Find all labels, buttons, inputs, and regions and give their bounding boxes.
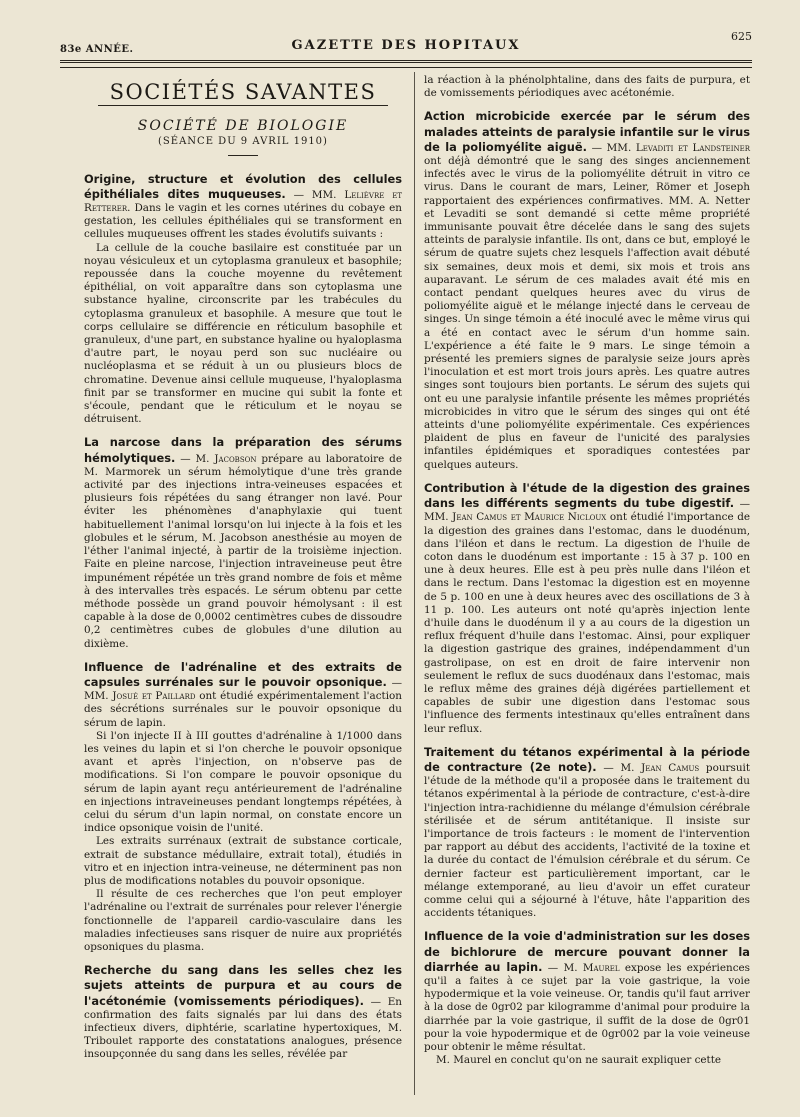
article: [84, 660, 402, 954]
article-title: Contribution à l'étude de la digestion des graines dans les différents segments du tube digestif.: [424, 480, 750, 511]
article-body: ont étudié expérimentalement l'action des sécrétions surrénales sur le pouvoir opsonique du sérum de lapin.: [84, 690, 402, 729]
article-title: La narcose dans la préparation des sérums hémolytiques.: [84, 435, 402, 465]
continuation-text: la réaction à la phénolphtaline, dans des faits de purpura, et de vomissements périodiques avec acétonémie.: [424, 74, 750, 100]
right-column: [424, 74, 750, 1076]
right-articles: [424, 109, 750, 1067]
article: [84, 435, 402, 650]
section-rule: [98, 105, 388, 106]
journal-title: GAZETTE DES HOPITAUX: [291, 38, 521, 53]
article-title: Influence de l'adrénaline et des extraits de capsules surrénales sur le pouvoir opsonique.: [84, 659, 402, 689]
article-body: ont étudié l'importance de la digestion des graines dans l'estomac, dans le duodénum, dans l'iléon et dans le rectum. La digestion de l'huile de coton dans le duodénum est importante : 15 à 37 p. 100 en une à deux heures. Elle est à peu près nulle dans l'iléon et dans le rectum. Dans l'estomac la digestion est en moyenne de 5 p. 100 en une à deux heures avec des oscillations de 3 à 11 p. 100. Les auteurs ont noté qu'après injection lente d'huile dans le duodénum il y a au cours de la digestion un reflux fréquent d'huile dans l'estomac. Ainsi, pour expliquer la digestion gastrique des graines, indépendamment d'un gastrolipase, on est en droit de faire intervenir non seulement le reflux de sucs duodénaux dans l'estomac, mais le reflux même des graines déjà digérées partiellement et capables de subir une digestion dans l'estomac sous l'influence des ferments intestinaux qu'elles entraînent dans leur reflux.: [424, 511, 750, 735]
article-authors: M. Maurel: [563, 961, 620, 974]
article-authors: M. Jean Camus: [620, 761, 700, 774]
article-body: ont déjà démontré que le sang des singes anciennement infectés avec le virus de la poliomyélite détruit in vitro ce virus. Dans le courant de mars, Leiner, Römer et Joseph rapportaient des expériences confirmatives. MM. A. Netter et Levaditi se sont demandé si cette même propriété immunisante pouvait être décelée dans le sang des sujets atteints de paralysie infantile. Ils ont, dans ce but, employé le sérum de quatre sujets chez lesquels l'affection avait débuté six semaines, deux mois et demi, six mois et trois ans auparavant. Le sérum de ces malades avait été mis en contact pendant quelques heures avec du virus de poliomyélite aiguë et le mélange injecté dans le cerveau de singes. Un singe témoin a été inoculé avec le même virus qui a été en contact avec le sérum d'un homme sain. L'expérience a été faite le 9 mars. Le singe témoin a présenté les premiers signes de paralysie seize jours après l'inoculation et est mort trois jours après. Les quatre autres singes sont toujours bien portants. Le sérum des sujets qui ont eu une paralysie infantile présente les mêmes propriétés microbicides in vitro que le sérum des singes qui ont été atteints d'une poliomyélite expérimentale. Ces expériences plaident de plus en faveur de l'unicité des paralysies infantiles épidémiques et sporadiques contestées par quelques auteurs.: [424, 155, 750, 471]
article-title: Traitement du tétanos expérimental à la période de contracture (2e note).: [424, 744, 750, 774]
column-divider: [414, 72, 415, 1095]
article: [424, 109, 750, 471]
article-lead-paragraph: La narcose dans la préparation des sérums hémolytiques. — M. Jacobson prépare au laboratoire de M. Marmorek un sérum hémolytique d'une très grande activité par des injections intra-veineuses espacées et plusieurs fois répétées du sang étranger non lavé. Pour éviter les phénomènes d'anaphylaxie qui tuent habituellement l'animal lorsqu'on lui injecte à la fois et les globules et le sérum, M. Jacobson anesthésie au moyen de l'éther l'animal injecté, à partir de la troisième injection. Faite en pleine narcose, l'injection intraveineuse peut être impunément répétée un très grand nombre de fois et même à des intervalles très espacés. Le sérum obtenu par cette méthode possède un grand pouvoir hémolysant : il est capable à la dose de 0,0002 centimètres cubes de dissoudre 0,2 centimètres cubes de globules d'une dilution au dixième.: [84, 435, 402, 650]
volume-label: 83e ANNÉE.: [60, 44, 134, 55]
short-rule: [228, 155, 258, 156]
article-paragraph: M. Maurel en conclut qu'on ne saurait expliquer cette: [436, 1054, 722, 1067]
article: [84, 963, 402, 1061]
article-body: — En confirmation des faits signalés par lui dans des états infectieux divers, diphtérie, scarlatine hypertoxiques, M. Triboulet rapporte des constatations analogues, présence insoupçonnée du sang dans les selles, révélée par: [84, 995, 402, 1061]
page-header: [60, 30, 752, 55]
article-authors: MM. Levaditi et Landsteiner: [606, 141, 751, 154]
article-lead-paragraph: [84, 963, 402, 1061]
article-body: expose les expériences qu'il a faites à ce sujet par la voie gastrique, la voie hypodermique et la voie veineuse. Or, tandis qu'il faut arriver à la dose de 0gr02 par kilogramme d'animal pour produire la diarrhée par la voie gastrique, il suffit de la dose de 0gr01 pour la voie hypodermique et de 0gr002 par la voie veineuse pour obtenir le même résultat.: [424, 961, 750, 1054]
page-number: 625: [731, 30, 752, 43]
article-body: poursuit l'étude de la méthode qu'il a proposée dans le traitement du tétanos expérimental à la période de contracture, c'est-à-dire l'injection intra-rachidienne du mélange d'émulsion cérébrale stérilisée et de sérum antitétanique. Il insiste sur l'importance de trois facteurs : le moment de l'intervention par rapport au début des accidents, l'activité de la toxine et la durée du contact de l'émulsion cérébrale et du sérum. Ce dernier facteur est particulièrement important, car le mélange extemporané, au lieu d'avoir un effet curateur comme celui qui a séjourné à l'étuve, hâte l'apparition des accidents tétaniques.: [424, 761, 751, 920]
article-authors: MM. Josué et Paillard: [84, 690, 196, 703]
session-date: (SÉANCE DU 9 AVRIL 1910): [158, 136, 328, 148]
article-lead-paragraph: Contribution à l'étude de la digestion des graines dans les différents segments du tube digestif. — MM. Jean Camus et Maurice Nicloux ont étudié l'importance de la digestion des graines dans l'estomac, dans le duodénum, dans l'iléon et dans le rectum. La digestion de l'huile de coton dans le duodénum est importante : 15 à 37 p. 100 en une à deux heures. Elle est à peu près nulle dans l'iléon et dans le rectum. Dans l'estomac la digestion est en moyenne de 5 p. 100 en une à deux heures avec des oscillations de 3 à 11 p. 100. Les auteurs ont noté qu'après injection lente d'huile dans le duodénum il y a au cours de la digestion un reflux fréquent d'huile dans l'estomac. Ainsi, pour expliquer la digestion gastrique des graines, indépendamment d'un gastrolipase, on est en droit de faire intervenir non seulement le reflux de sucs duodénaux dans l'estomac, mais le reflux même des graines déjà digérées partiellement et capables de subir une digestion dans l'estomac sous l'influence des ferments intestinaux qu'elles entraînent dans leur reflux.: [424, 480, 750, 735]
article-body: prépare au laboratoire de M. Marmorek un sérum hémolytique d'une très grande activité par des injections intra-veineuses espacées et plusieurs fois répétées du sang étranger non lavé. Pour éviter les phénomènes d'anaphylaxie qui tuent habituellement l'animal lorsqu'on lui injecte à la fois et les globules et le sérum, M. Jacobson anesthésie au moyen de l'éther l'animal injecté, à partir de la troisième injection. Faite en pleine narcose, l'injection intraveineuse peut être impunément répétée un très grand nombre de fois et même à des intervalles très espacés. Le sérum obtenu par cette méthode possède un grand pouvoir hémolysant : il est capable à la dose de 0,0002 centimètres cubes de dissoudre 0,2 centimètres cubes de globules d'une dilution au dixième.: [84, 452, 402, 650]
left-column: [84, 74, 402, 1071]
article-title: Influence de la voie d'administration sur les doses de bichlorure de mercure pouvant donner la diarrhée au lapin.: [424, 929, 750, 974]
article-lead-paragraph: Influence de la voie d'administration sur les doses de bichlorure de mercure pouvant donner la diarrhée au lapin. — M. Maurel expose les expériences qu'il a faites à ce sujet par la voie gastrique, la voie hypodermique et la voie veineuse. Or, tandis qu'il faut arriver à la dose de 0gr02 par kilogramme d'animal pour produire la diarrhée par la voie gastrique, il suffit de la dose de 0gr01 pour la voie hypodermique et de 0gr002 par la voie veineuse pour obtenir le même résultat.: [424, 929, 750, 1054]
article-lead-paragraph: Action microbicide exercée par le sérum des malades atteints de paralysie infantile sur le virus de la poliomyélite aiguë. — MM. Levaditi et Landsteiner ont déjà démontré que le sang des singes anciennement infectés avec le virus de la poliomyélite détruit in vitro ce virus. Dans le courant de mars, Leiner, Römer et Joseph rapportaient des expériences confirmatives. MM. A. Netter et Levaditi se sont demandé si cette même propriété immunisante pouvait être décelée dans le sang des sujets atteints de paralysie infantile. Ils ont, dans ce but, employé le sérum de quatre sujets chez lesquels l'affection avait débuté six semaines, deux mois et demi, six mois et trois ans auparavant. Le sérum de ces malades avait été mis en contact pendant quelques heures avec du virus de poliomyélite aiguë et le mélange injecté dans le cerveau de singes. Un singe témoin a été inoculé avec le même virus qui a été en contact avec le sérum d'un homme sain. L'expérience a été faite le 9 mars. Le singe témoin a présenté les premiers signes de paralysie seize jours après l'inoculation et est mort trois jours après. Les quatre autres singes sont toujours bien portants. Le sérum des sujets qui ont eu une paralysie infantile présente les mêmes propriétés microbicides in vitro que le sérum des singes qui ont été atteints d'une poliomyélite expérimentale. Ces expériences plaident de plus en faveur de l'unicité des paralysies infantiles épidémiques et sporadiques contestées par quelques auteurs.: [424, 109, 751, 471]
article: [424, 481, 750, 736]
article: [84, 172, 402, 427]
article: [424, 929, 750, 1067]
article-paragraph: Il résulte de ces recherches que l'on peut employer l'adrénaline ou l'extrait de surrénales pour relever l'énergie fonctionnelle de l'appareil cardio-vasculaire dans les maladies infectieuses sans risquer de nuire aux propriétés opsoniques du plasma.: [84, 888, 402, 953]
article-authors: MM. Jean Camus et Maurice Nicloux: [424, 511, 607, 524]
header-rule: [60, 60, 752, 63]
article-body: Dans le vagin et les cornes utérines du cobaye en gestation, les cellules épithéliales qui se transforment en cellules muqueuses offrent les stades évolutifs suivants :: [84, 202, 402, 241]
article-title: Recherche du sang dans les selles chez les sujets atteints de purpura et au cours de l'acétonémie (vomissements périodiques).: [84, 963, 402, 1008]
article-lead-paragraph: Traitement du tétanos expérimental à la période de contracture (2e note). — M. Jean Camus poursuit l'étude de la méthode qu'il a proposée dans le traitement du tétanos expérimental à la période de contracture, c'est-à-dire l'injection intra-rachidienne du mélange d'émulsion cérébrale stérilisée et de sérum antitétanique. Il insiste sur l'importance de trois facteurs : le moment de l'intervention par rapport au début des accidents, l'activité de la toxine et la durée du contact de l'émulsion cérébrale et du sérum. Ce dernier facteur est particulièrement important, car le mélange extemporané, au lieu d'avoir un effet curateur comme celui qui a séjourné à l'étuve, hâte l'apparition des accidents tétaniques.: [424, 744, 751, 920]
header-rule-thin: [60, 67, 752, 68]
article: [424, 745, 750, 921]
article-paragraph: Les extraits surrénaux (extrait de substance corticale, extrait de substance médullaire, extrait total), étudiés in vitro et en injection intra-veineuse, ne déterminent pas non plus de modifications notables du pouvoir opsonique.: [84, 835, 402, 887]
left-articles: [84, 172, 402, 1062]
section-title: SOCIÉTÉS SAVANTES: [109, 80, 377, 104]
article-paragraph: Si l'on injecte II à III gouttes d'adrénaline à 1/1000 dans les veines du lapin et si l'on cherche le pouvoir opsonique avant et après l'injection, on n'observe pas de modifications. Si l'on compare le pouvoir opsonique du sérum de lapin ayant reçu antérieurement de l'adrénaline en injections intraveineuses pendant longtemps répétées, à celui du sérum d'un lapin normal, on constate encore un indice opsonique voisin de l'unité.: [84, 729, 402, 835]
article-authors: MM. Lelièvre et Retterer.: [84, 188, 402, 215]
article-paragraph: La cellule de la couche basilaire est constituée par un noyau vésiculeux et un cytoplasma granuleux et basophile; repoussée dans la couche moyenne du revêtement épithélial, on voit apparaître dans son cytoplasma une substance hyaline, circonscrite par les trabécules du cytoplasma granuleux et basophile. A mesure que tout le corps cellulaire se différencie en réticulum basophile et granuleux, d'une part, en substance hyaline ou hyaloplasma d'autre part, le noyau perd son suc nucléaire ou nucléoplasma et se réduit à un ou plusieurs blocs de chromatine. Devenue ainsi cellule muqueuse, l'hyaloplasma finit par se transformer en mucine qui subit la fonte et s'écoule, pendant que le réticulum et le noyau se détruisent.: [84, 241, 402, 426]
society-title: SOCIÉTÉ DE BIOLOGIE: [137, 118, 349, 135]
article-lead-paragraph: Origine, structure et évolution des cellules épithéliales dites muqueuses. — MM. Lelièvre et Retterer. Dans le vagin et les cornes utérines du cobaye en gestation, les cellules épithéliales qui se transforment en cellules muqueuses offrent les stades évolutifs suivants :: [84, 171, 402, 241]
article-title: Origine, structure et évolution des cellules épithéliales dites muqueuses.: [84, 171, 402, 201]
article-title: Action microbicide exercée par le sérum des malades atteints de paralysie infantile sur le virus de la poliomyélite aiguë.: [424, 109, 750, 154]
article-authors: M. Jacobson: [195, 452, 257, 465]
article-lead-paragraph: Influence de l'adrénaline et des extraits de capsules surrénales sur le pouvoir opsonique. — MM. Josué et Paillard ont étudié expérimentalement l'action des sécrétions surrénales sur le pouvoir opsonique du sérum de lapin.: [84, 659, 402, 729]
